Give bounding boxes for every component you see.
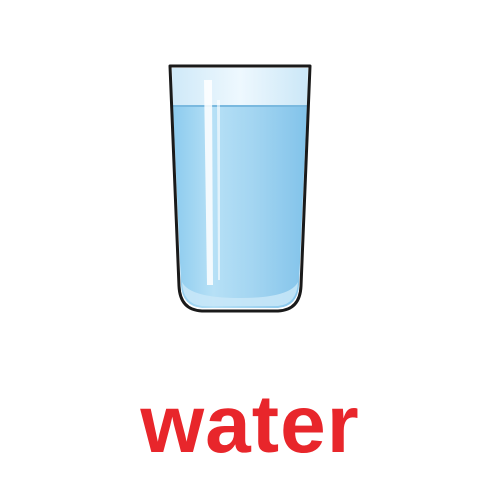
water-body — [173, 106, 307, 308]
glass-of-water-icon — [160, 60, 320, 320]
glass-air-area — [172, 68, 308, 106]
glass-of-water-image — [160, 60, 320, 320]
word-label: water — [140, 379, 360, 470]
